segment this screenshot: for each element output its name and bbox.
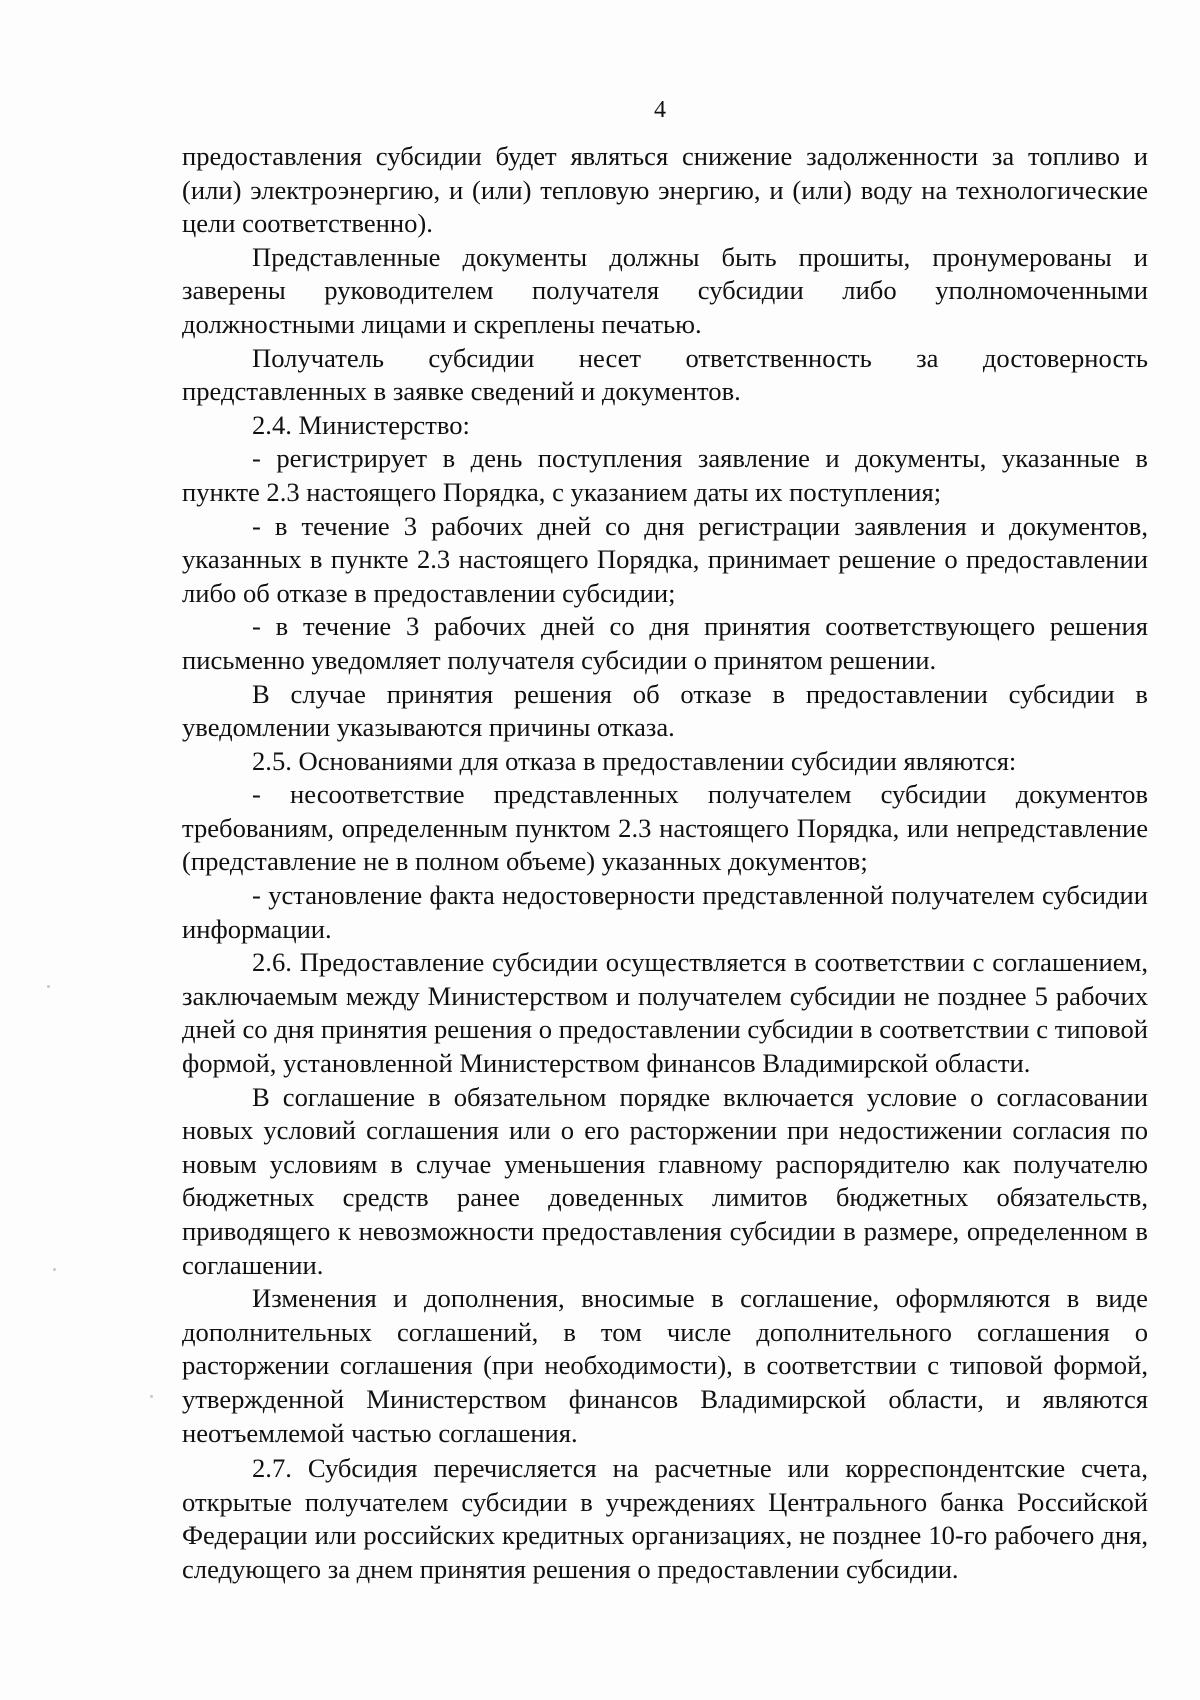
section-2-6-paragraph: 2.6. Предоставление субсидии осуществляется в соответствии с соглашением, заключаемым между Министерством и получателем субсидии не позднее 5 рабочих дней со дня принятия решения о предоставлении субсидии в соответствии с типовой формой, установленной Министерством финансов Владимирской области. (182, 947, 1148, 1079)
list-item-decision: - в течение 3 рабочих дней со дня регистрации заявления и документов, указанных в пункте 2.3 настоящего Порядка, принимает решение о предоставлении либо об отказе в предоставлении субсидии; (182, 510, 1148, 608)
section-2-4-heading: 2.4. Министерство: (252, 409, 470, 440)
list-item-notify: - в течение 3 рабочих дней со дня принятия соответствующего решения письменно уведомляет получателя субсидии о принятом решении. (182, 611, 1148, 675)
paragraph-recipient-responsibility: Получатель субсидии несет ответственность за достоверность представленных в заявке сведений и документов. (182, 342, 1148, 407)
scan-speck (53, 1268, 56, 1271)
paragraph-documents-requirements: Представленные документы должны быть прошиты, пронумерованы и заверены руководителем получателя субсидии либо уполномоченными должностными лицами и скреплены печатью. (182, 241, 1148, 339)
page-number: 4 (654, 97, 666, 123)
section-2-5-heading: 2.5. Основаниями для отказа в предоставлении субсидии являются: (252, 745, 1017, 776)
paragraph-refusal-reasons: В случае принятия решения об отказе в предоставлении субсидии в уведомлении указываются причины отказа. (182, 678, 1148, 743)
scan-speck (150, 1395, 153, 1398)
list-item-register: - регистрирует в день поступления заявление и документы, указанные в пункте 2.3 настоящего Порядка, с указанием даты их поступления; (182, 443, 1148, 507)
paragraph-continuation: предоставления субсидии будет являться снижение задолженности за топливо и (или) электроэнергию, и (или) тепловую энергию, и (или) воду на технологические цели соответственно). (182, 141, 1148, 239)
document-body (182, 140, 1148, 1587)
list-item-unreliable-info: - установление факта недостоверности представленной получателем субсидии информации. (182, 880, 1148, 944)
scan-speck (47, 985, 50, 988)
list-item-noncompliance: - несоответствие представленных получателем субсидии документов требованиям, определенным пунктом 2.3 настоящего Порядка, или непредставление (представление не в полном объеме) указанных документов; (182, 779, 1148, 877)
paragraph-agreement-condition: В соглашение в обязательном порядке включается условие о согласовании новых условий соглашения или о его расторжении при недостижении согласия по новым условиям в случае уменьшения главному распорядителю как получателю бюджетных средств ранее доведенных лимитов бюджетных обязательств, приводящего к невозможности предоставления субсидии в размере, определенном в соглашении. (182, 1081, 1148, 1280)
section-2-7-paragraph: 2.7. Субсидия перечисляется на расчетные или корреспондентские счета, открытые получателем субсидии в учреждениях Центрального банка Российской Федерации или российских кредитных организациях, не позднее 10-го рабочего дня, следующего за днем принятия решения о предоставлении субсидии. (182, 1453, 1148, 1584)
paragraph-agreement-changes: Изменения и дополнения, вносимые в соглашение, оформляются в виде дополнительных соглашений, в том числе дополнительного соглашения о расторжении соглашения (при необходимости), в соответствии с типовой формой, утвержденной Министерством финансов Владимирской области, и являются неотъемлемой частью соглашения. (182, 1283, 1148, 1448)
